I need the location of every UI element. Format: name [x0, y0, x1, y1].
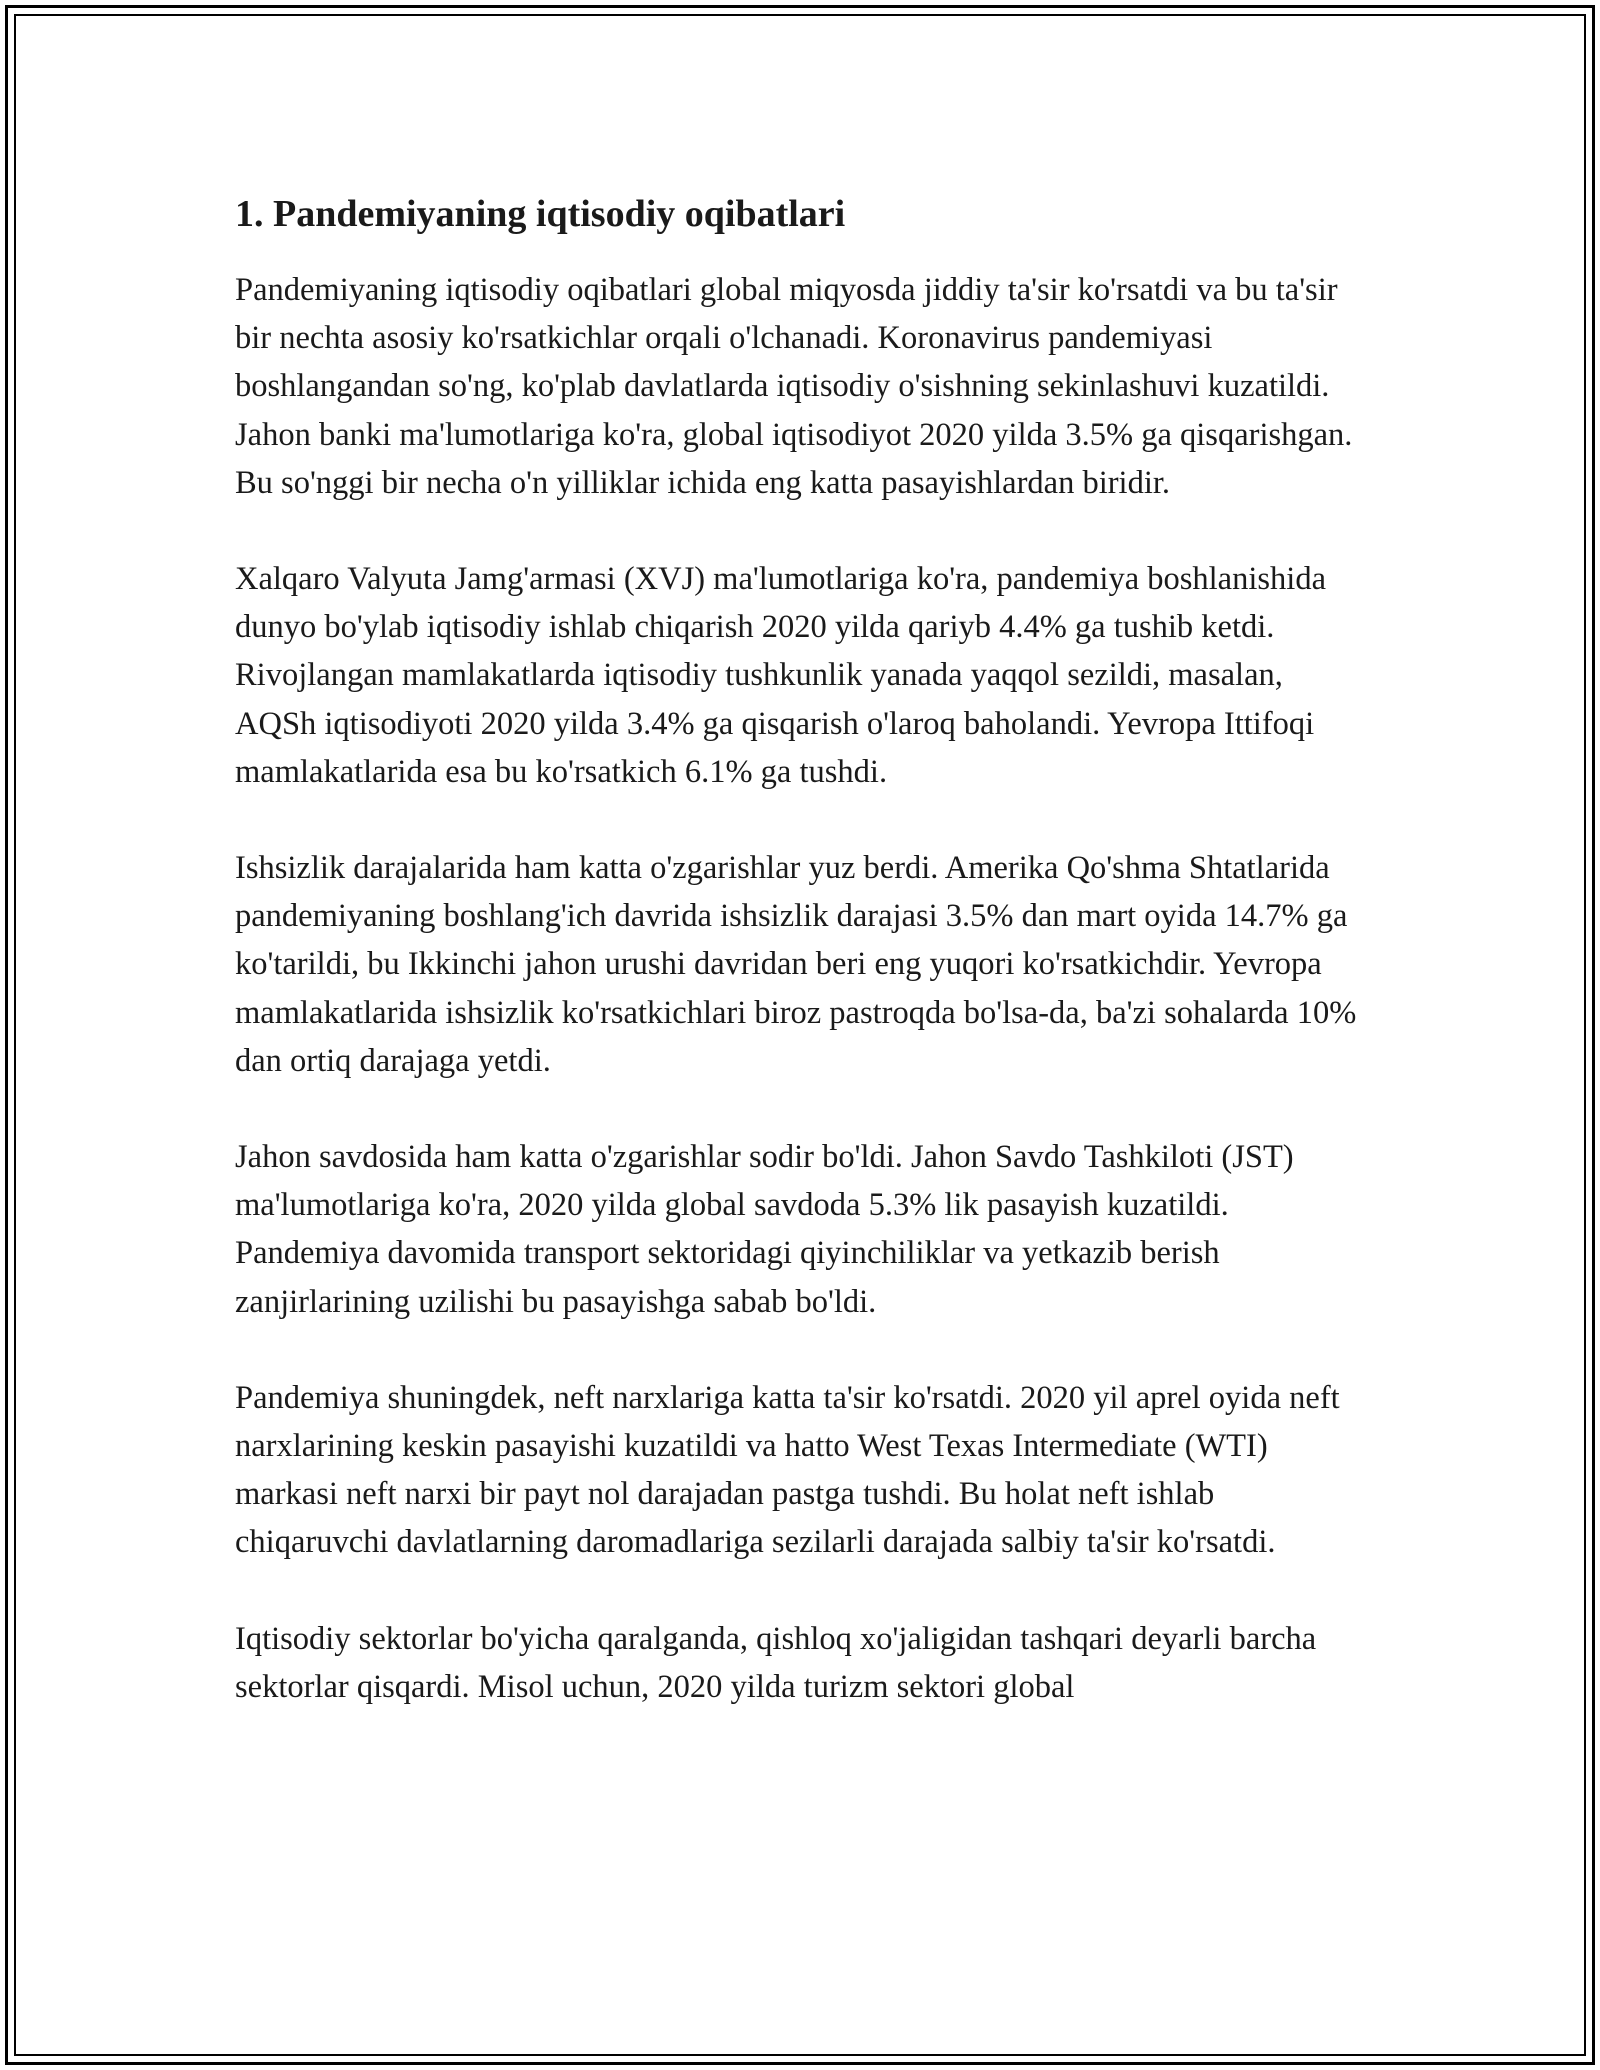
section-heading: 1. Pandemiyaning iqtisodiy oqibatlari — [235, 193, 846, 235]
paragraph-oil: Pandemiya shuningdek, neft narxlariga katta ta'sir ko'rsatdi. 2020 yil aprel oyida neft narxlarining keskin pasayishi kuzatildi va hatto West Texas Intermediate (WTI) markasi neft narxi bir payt nol darajadan pastga tushdi. Bu holat neft ishlab chiqaruvchi davlatlarning daromadlariga sezilarli darajada salbiy ta'sir ko'rsatdi. — [235, 1379, 1340, 1561]
paragraph-imf: Xalqaro Valyuta Jamg'armasi (XVJ) ma'lumotlariga ko'ra, pandemiya boshlanishida dunyo bo'ylab iqtisodiy ishlab chiqarish 2020 yilda qariyb 4.4% ga tushib ketdi. Rivojlangan mamlakatlarda iqtisodiy tushkunlik yanada yaqqol sezildi, masalan, AQSh iqtisodiyoti 2020 yilda 3.4% ga qisqarish o'laroq baholandi. Yevropa Ittifoqi mamlakatlarida esa bu ko'rsatkich 6.1% ga tushdi. — [235, 561, 1326, 790]
paragraph-sectors: Iqtisodiy sektorlar bo'yicha qaralganda, qishloq xo'jaligidan tashqari deyarli barcha sektorlar qisqardi. Misol uchun, 2020 yilda turizm sektori global — [235, 1620, 1317, 1705]
document-body — [235, 190, 1370, 1759]
paragraph-trade: Jahon savdosida ham katta o'zgarishlar sodir bo'ldi. Jahon Savdo Tashkiloti (JST) ma'lumotlariga ko'ra, 2020 yilda global savdoda 5.3% lik pasayish kuzatildi. Pandemiya davomida transport sektoridagi qiyinchiliklar va yetkazib berish zanjirlarining uzilishi bu pasayishga sabab bo'ldi. — [235, 1139, 1294, 1320]
paragraph-unemployment: Ishsizlik darajalarida ham katta o'zgarishlar yuz berdi. Amerika Qo'shma Shtatlarida pandemiyaning boshlang'ich davrida ishsizlik darajasi 3.5% dan mart oyida 14.7% ga ko'tarildi, bu Ikkinchi jahon urushi davridan beri eng yuqori ko'rsatkichdir. Yevropa mamlakatlarida ishsizlik ko'rsatkichlari biroz pastroqda bo'lsa-da, ba'zi sohalarda 10% dan ortiq darajaga yetdi. — [235, 850, 1357, 1079]
paragraph-gdp: Pandemiyaning iqtisodiy oqibatlari global miqyosda jiddiy ta'sir ko'rsatdi va bu ta'sir bir nechta asosiy ko'rsatkichlar orqali o'lchanadi. Koronavirus pandemiyasi boshlangandan so'ng, ko'plab davlatlarda iqtisodiy o'sishning sekinlashuvi kuzatildi. Jahon banki ma'lumotlariga ko'ra, global iqtisodiyot 2020 yilda 3.5% ga qisqarishgan. Bu so'nggi bir necha o'n yilliklar ichida eng katta pasayishlardan biridir. — [235, 272, 1353, 501]
